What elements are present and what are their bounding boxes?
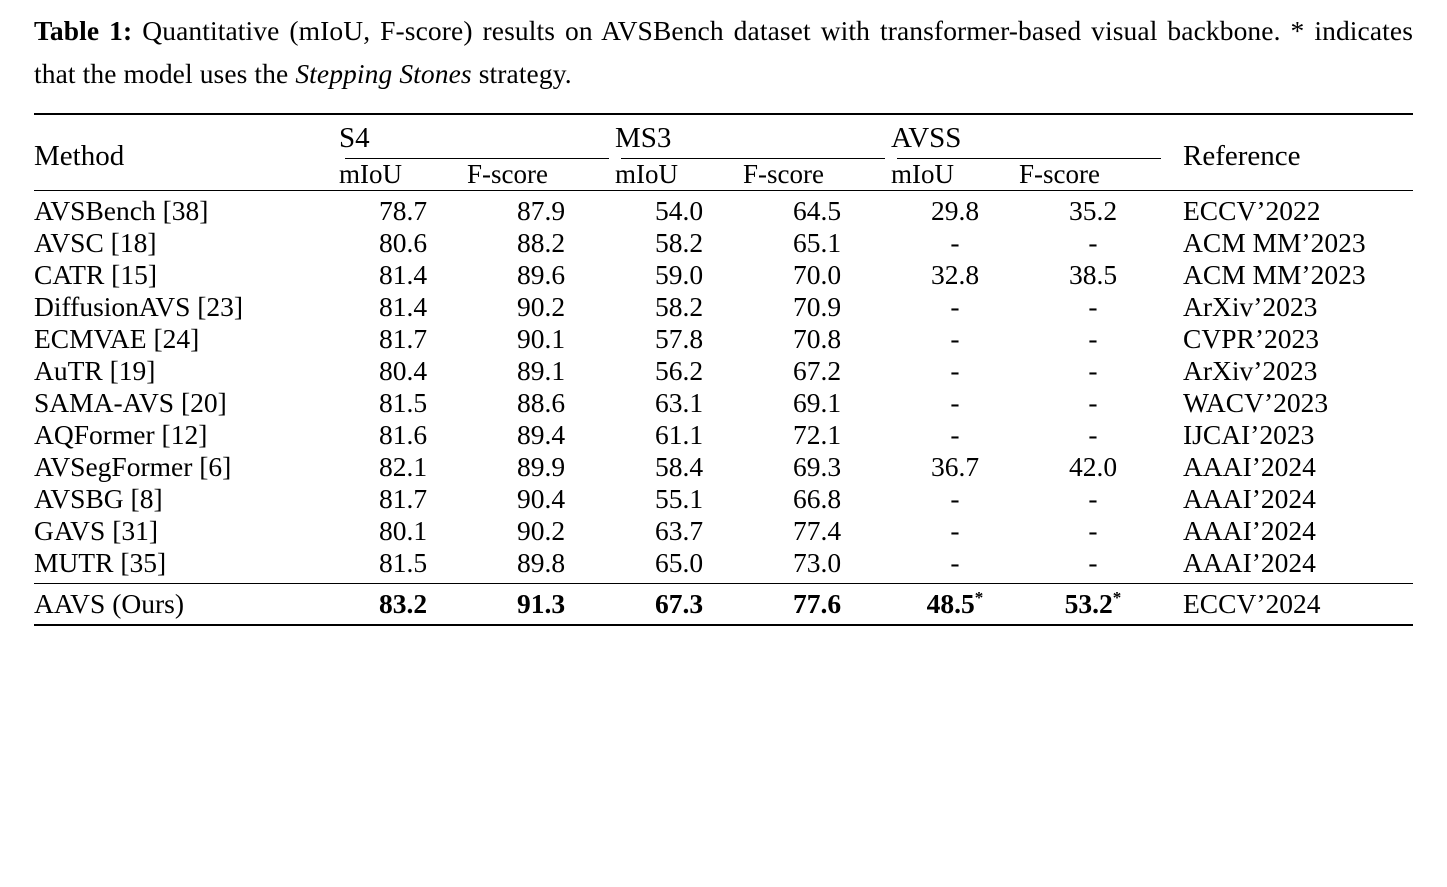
header-reference: Reference (1183, 139, 1301, 172)
row-reference: CVPR’2023 (1183, 323, 1319, 355)
table-bottom-rule (34, 625, 1413, 626)
row-method: AQFormer [12] (34, 419, 208, 451)
row-value-s4-fscore: 90.1 (516, 323, 566, 355)
row-reference: AAAI’2024 (1183, 451, 1316, 483)
row-value-s4-fscore: 89.1 (516, 355, 566, 387)
row-value-ms3-miou: 58.2 (654, 291, 704, 323)
row-value-s4-fscore: 89.6 (516, 259, 566, 291)
row-value-ms3-miou: 59.0 (654, 259, 704, 291)
row-value-s4-miou: 81.7 (378, 323, 428, 355)
row-reference: AAAI’2024 (1183, 547, 1316, 579)
subheader-ms3-fscore: F-score (743, 159, 824, 190)
table-row (34, 419, 1413, 451)
ours-value-ms3-miou: 67.3 (654, 588, 704, 620)
ours-value-s4-miou: 83.2 (378, 588, 428, 620)
table-row (34, 355, 1413, 387)
row-value-ms3-miou: 63.7 (654, 515, 704, 547)
row-value-ms3-fscore: 73.0 (792, 547, 842, 579)
row-value-avss-fscore: - (1088, 291, 1098, 323)
ours-value-avss-miou: 48.5* (926, 588, 984, 620)
row-value-ms3-miou: 63.1 (654, 387, 704, 419)
row-reference: ACM MM’2023 (1183, 227, 1366, 259)
row-value-avss-miou: - (950, 515, 960, 547)
row-value-s4-fscore: 87.9 (516, 195, 566, 227)
row-value-s4-fscore: 88.6 (516, 387, 566, 419)
header-group-ms3 (615, 122, 891, 159)
row-value-avss-fscore: 35.2 (1068, 195, 1118, 227)
header-group-s4-label: S4 (339, 122, 370, 155)
row-value-avss-miou: - (950, 547, 960, 579)
row-method: AVSC [18] (34, 227, 157, 259)
row-reference: ArXiv’2023 (1183, 291, 1318, 323)
row-value-ms3-fscore: 69.1 (792, 387, 842, 419)
row-value-avss-miou: - (950, 227, 960, 259)
row-value-ms3-miou: 54.0 (654, 195, 704, 227)
row-method: AuTR [19] (34, 355, 156, 387)
subheader-avss-fscore: F-score (1019, 159, 1100, 190)
row-value-s4-fscore: 88.2 (516, 227, 566, 259)
caption-text-before: Quantitative (mIoU, F-score) results on AVSBench dataset with transformer-based visual backbone. * indicates that the model uses the (34, 15, 1413, 89)
row-value-ms3-miou: 58.2 (654, 227, 704, 259)
row-value-s4-miou: 78.7 (378, 195, 428, 227)
ours-value-s4-fscore: 91.3 (516, 588, 566, 620)
row-value-avss-miou: - (950, 387, 960, 419)
row-value-avss-miou: - (950, 483, 960, 515)
header-group-ms3-label: MS3 (615, 122, 672, 155)
row-value-ms3-fscore: 67.2 (792, 355, 842, 387)
header-group-avss (891, 122, 1167, 159)
row-value-ms3-fscore: 65.1 (792, 227, 842, 259)
header-spacer (34, 115, 1413, 122)
row-value-s4-fscore: 89.9 (516, 451, 566, 483)
row-value-ms3-fscore: 72.1 (792, 419, 842, 451)
row-value-avss-fscore: - (1088, 323, 1098, 355)
row-value-ms3-fscore: 77.4 (792, 515, 842, 547)
row-method: ECMVAE [24] (34, 323, 200, 355)
row-value-s4-miou: 81.6 (378, 419, 428, 451)
caption-label: Table 1: (34, 15, 133, 46)
row-value-avss-fscore: 38.5 (1068, 259, 1118, 291)
row-reference: AAAI’2024 (1183, 515, 1316, 547)
row-value-avss-fscore: - (1088, 515, 1098, 547)
row-value-s4-miou: 80.4 (378, 355, 428, 387)
row-value-avss-miou: - (950, 291, 960, 323)
table-row (34, 451, 1413, 483)
row-value-avss-miou: 29.8 (930, 195, 980, 227)
row-value-ms3-miou: 55.1 (654, 483, 704, 515)
table-row (34, 227, 1413, 259)
row-value-avss-miou: - (950, 323, 960, 355)
row-value-s4-fscore: 90.2 (516, 291, 566, 323)
row-reference: IJCAI’2023 (1183, 419, 1315, 451)
ours-method: AAVS (Ours) (34, 588, 184, 620)
table-group-header-row (34, 122, 1413, 159)
caption-italic-term: Stepping Stones (295, 57, 472, 89)
ours-sup-avss-miou: * (974, 588, 984, 608)
row-value-s4-miou: 82.1 (378, 451, 428, 483)
row-value-s4-fscore: 89.8 (516, 547, 566, 579)
row-value-avss-fscore: - (1088, 227, 1098, 259)
row-value-ms3-miou: 61.1 (654, 419, 704, 451)
row-reference: ArXiv’2023 (1183, 355, 1318, 387)
row-value-avss-miou: - (950, 419, 960, 451)
row-value-s4-miou: 80.6 (378, 227, 428, 259)
row-method: CATR [15] (34, 259, 157, 291)
row-value-avss-miou: 32.8 (930, 259, 980, 291)
results-table (34, 113, 1413, 626)
table-row (34, 515, 1413, 547)
subheader-s4-miou: mIoU (339, 159, 402, 190)
subheader-ms3-miou: mIoU (615, 159, 678, 190)
header-group-avss-label: AVSS (891, 122, 962, 155)
row-value-ms3-fscore: 64.5 (792, 195, 842, 227)
header-group-s4 (339, 122, 615, 159)
row-value-ms3-fscore: 70.8 (792, 323, 842, 355)
row-value-s4-miou: 81.7 (378, 483, 428, 515)
subheader-avss-miou: mIoU (891, 159, 954, 190)
row-value-ms3-fscore: 69.3 (792, 451, 842, 483)
row-value-avss-fscore: - (1088, 547, 1098, 579)
row-method: AVSegFormer [6] (34, 451, 232, 483)
table-row (34, 195, 1413, 227)
table-row (34, 483, 1413, 515)
row-value-avss-fscore: - (1088, 483, 1098, 515)
row-reference: ACM MM’2023 (1183, 259, 1366, 291)
row-value-ms3-fscore: 70.9 (792, 291, 842, 323)
ours-sup-avss-fscore: * (1112, 588, 1122, 608)
row-value-ms3-miou: 57.8 (654, 323, 704, 355)
row-value-s4-miou: 81.4 (378, 259, 428, 291)
row-value-s4-fscore: 90.2 (516, 515, 566, 547)
row-value-ms3-fscore: 70.0 (792, 259, 842, 291)
row-method: MUTR [35] (34, 547, 167, 579)
table-row (34, 323, 1413, 355)
row-method: DiffusionAVS [23] (34, 291, 244, 323)
ours-reference: ECCV’2024 (1183, 588, 1321, 620)
row-reference: AAAI’2024 (1183, 483, 1316, 515)
row-value-avss-fscore: 42.0 (1068, 451, 1118, 483)
row-value-avss-miou: 36.7 (930, 451, 980, 483)
row-value-avss-fscore: - (1088, 355, 1098, 387)
row-method: AVSBG [8] (34, 483, 163, 515)
row-value-s4-fscore: 89.4 (516, 419, 566, 451)
table-row (34, 259, 1413, 291)
row-value-s4-fscore: 90.4 (516, 483, 566, 515)
caption-text-after: strategy. (471, 57, 572, 89)
row-method: GAVS [31] (34, 515, 159, 547)
row-value-ms3-miou: 56.2 (654, 355, 704, 387)
row-value-s4-miou: 81.4 (378, 291, 428, 323)
header-method: Method (34, 139, 125, 172)
row-reference: ECCV’2022 (1183, 195, 1321, 227)
row-value-s4-miou: 81.5 (378, 387, 428, 419)
table-row (34, 291, 1413, 323)
row-value-s4-miou: 81.5 (378, 547, 428, 579)
row-value-avss-miou: - (950, 355, 960, 387)
row-reference: WACV’2023 (1183, 387, 1329, 419)
row-value-ms3-fscore: 66.8 (792, 483, 842, 515)
table-row (34, 547, 1413, 579)
row-value-avss-fscore: - (1088, 419, 1098, 451)
table-caption (34, 10, 1413, 95)
table-row (34, 387, 1413, 419)
ours-value-avss-fscore: 53.2* (1064, 588, 1122, 620)
table-row-ours (34, 588, 1413, 620)
row-value-avss-fscore: - (1088, 387, 1098, 419)
row-value-ms3-miou: 65.0 (654, 547, 704, 579)
row-value-s4-miou: 80.1 (378, 515, 428, 547)
row-method: SAMA-AVS [20] (34, 387, 227, 419)
ours-value-ms3-fscore: 77.6 (792, 588, 842, 620)
row-value-ms3-miou: 58.4 (654, 451, 704, 483)
row-method: AVSBench [38] (34, 195, 209, 227)
subheader-s4-fscore: F-score (467, 159, 548, 190)
